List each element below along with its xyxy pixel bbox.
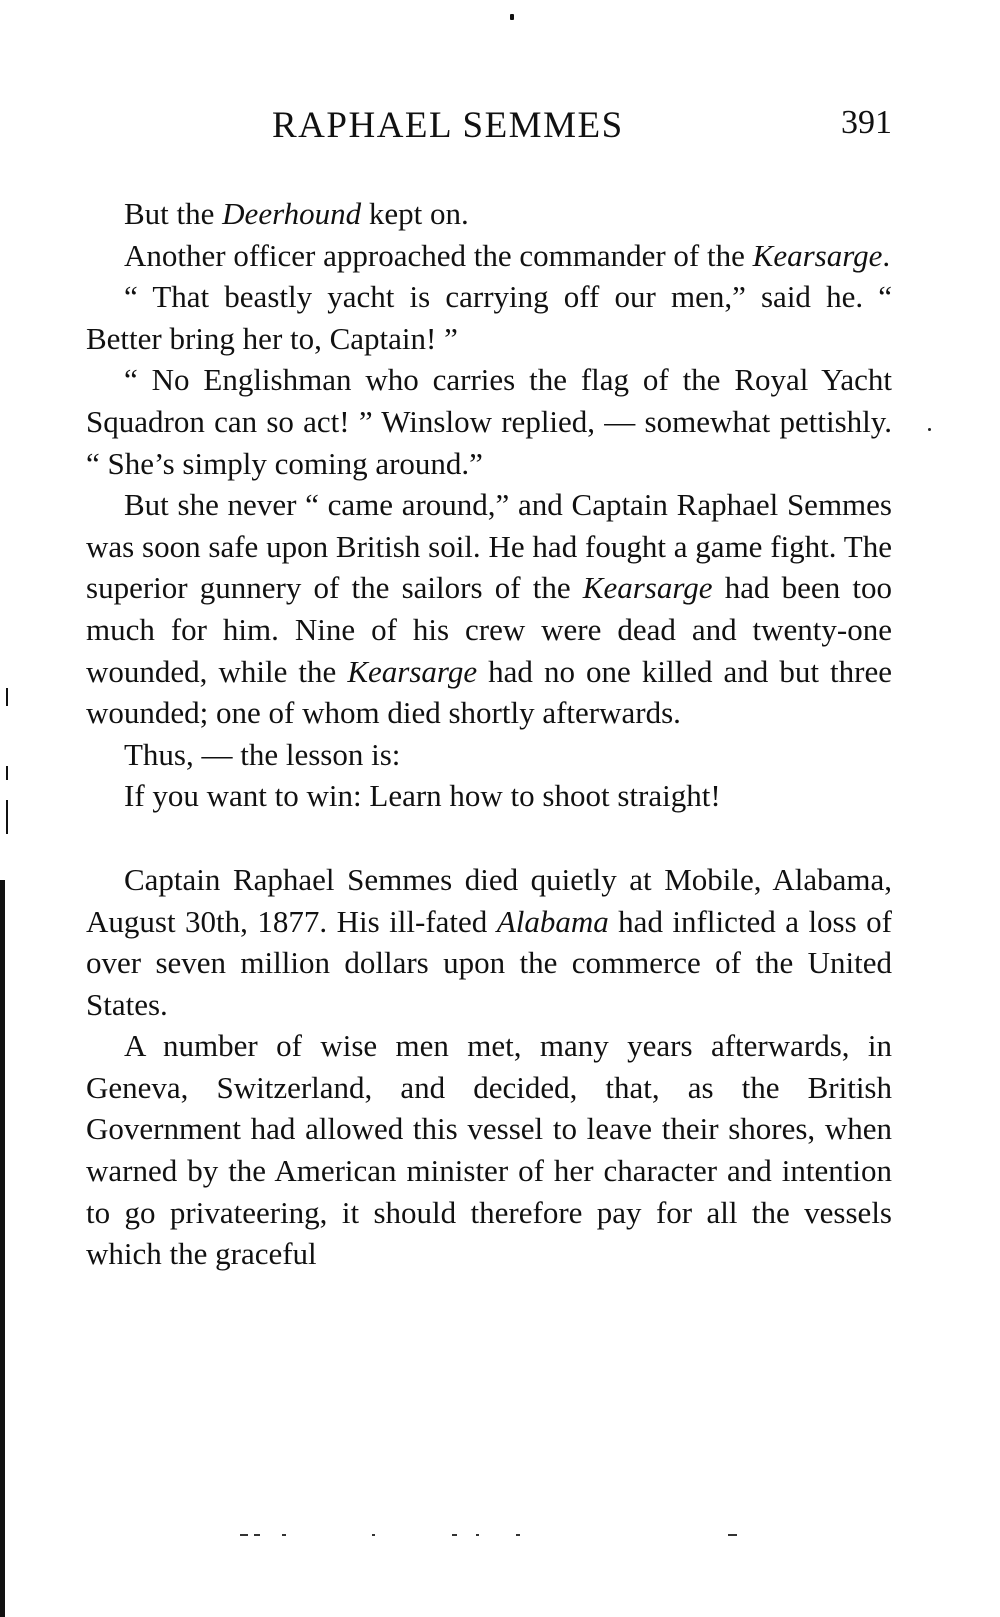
paragraph bbox=[86, 235, 892, 277]
text-run: . bbox=[882, 237, 891, 273]
ship-name: Alabama bbox=[496, 903, 609, 939]
running-head: RAPHAEL SEMMES bbox=[272, 105, 624, 146]
binding-mark bbox=[6, 800, 8, 834]
print-speck bbox=[240, 1534, 248, 1536]
print-speck bbox=[476, 1534, 479, 1536]
print-speck bbox=[728, 1534, 737, 1536]
ship-name: Kearsarge bbox=[582, 570, 713, 606]
text-run: But she never “ came around,” and Captain Raphael Semmes was soon safe upon British soil. He had fought a game fight. The superior gunnery of the sailors of the bbox=[86, 487, 892, 606]
print-speck bbox=[282, 1534, 286, 1536]
paragraph bbox=[86, 484, 892, 734]
print-speck bbox=[372, 1534, 375, 1536]
binding-edge bbox=[0, 880, 5, 1617]
ship-name: Kearsarge bbox=[752, 237, 883, 273]
paragraph bbox=[86, 859, 892, 1025]
paragraph bbox=[86, 359, 892, 484]
paragraph bbox=[86, 775, 892, 817]
page-number: 391 bbox=[841, 104, 892, 141]
text-run: Another officer approached the commander of the bbox=[124, 237, 753, 273]
print-speck bbox=[516, 1534, 520, 1536]
body-text bbox=[86, 193, 892, 1275]
text-run: A number of wise men met, many years afterwards, in Geneva, Switzerland, and decided, that, as the British Government had allowed this vessel to leave their shores, when warned by the American minister of her character and intention to go privateering, it should therefore pay for all the vessels which the graceful bbox=[86, 1028, 892, 1272]
paragraph bbox=[86, 276, 892, 359]
ship-name: Deerhound bbox=[222, 196, 362, 231]
binding-mark bbox=[6, 688, 8, 706]
page-header bbox=[86, 104, 892, 154]
text-run: had been too much for him. Nine of his crew were dead and twenty-one wounded, while the bbox=[86, 570, 892, 689]
text-run: had inflicted a loss of over seven million dollars upon the commerce of the United States. bbox=[86, 903, 892, 1022]
print-speck bbox=[928, 428, 931, 431]
print-speck bbox=[452, 1534, 457, 1536]
text-run: Thus, — the lesson is: bbox=[124, 736, 401, 772]
text-run: kept on. bbox=[361, 196, 469, 231]
text-run: “ No Englishman who carries the flag of the Royal Yacht Squadron can so act! ” Winslow replied, — somewhat pettishly. “ She’s simply coming around.” bbox=[86, 362, 892, 481]
text-run: “ That beastly yacht is carrying off our men,” said he. “ Better bring her to, Captain! ” bbox=[86, 279, 892, 356]
print-speck bbox=[254, 1534, 260, 1536]
paragraph bbox=[86, 1025, 892, 1275]
binding-mark bbox=[6, 766, 8, 780]
text-run: Captain Raphael Semmes died quietly at Mobile, Alabama, August 30th, 1877. His ill-fated bbox=[86, 861, 892, 939]
paragraph bbox=[86, 734, 892, 776]
print-speck bbox=[510, 14, 514, 20]
paragraph bbox=[86, 193, 892, 235]
ship-name: Kearsarge bbox=[347, 653, 478, 689]
text-run: If you want to win: Learn how to shoot straight! bbox=[124, 778, 721, 814]
text-run: had no one killed and but three wounded; one of whom died shortly afterwards. bbox=[86, 653, 892, 731]
print-specks bbox=[240, 1534, 760, 1537]
text-run: But the bbox=[124, 196, 223, 231]
